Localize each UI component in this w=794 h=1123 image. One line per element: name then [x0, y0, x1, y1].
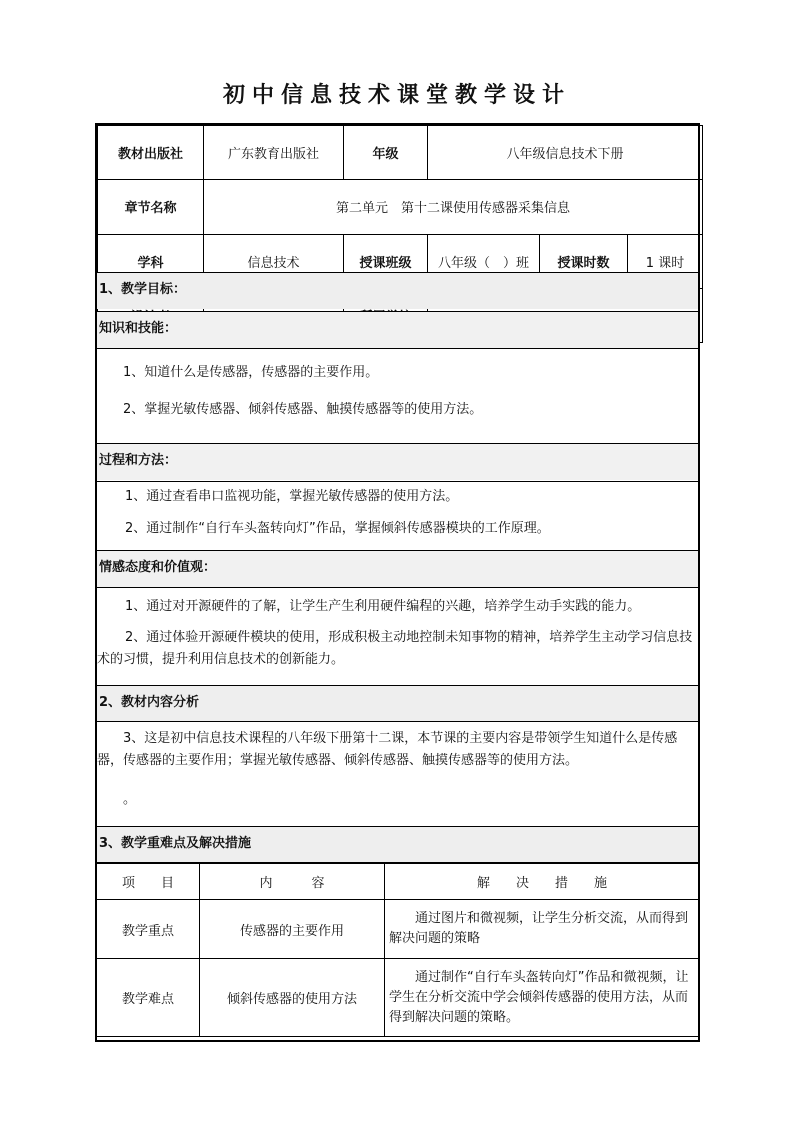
hours-value: 1 课时 [628, 234, 703, 288]
knowledge-item-1: 1、知道什么是传感器，传感器的主要作用。 [123, 365, 379, 380]
row-solution: 通过制作“自行车头盔转向灯”作品和微视频，让学生在分析交流中学会倾斜传感器的使用方法，从而得到解决问题的策略。 [385, 959, 700, 1037]
emotion-item-1: 1、通过对开源硬件的了解，让学生产生利用硬件编程的兴趣，培养学生动手实践的能力。 [125, 599, 641, 614]
publisher-label: 教材出版社 [98, 126, 204, 180]
difficulty-table [96, 863, 700, 1037]
grade-label: 年级 [344, 126, 428, 180]
row-content: 倾斜传感器的使用方法 [200, 959, 385, 1037]
page-title: 初中信息技术课堂教学设计 [222, 82, 571, 108]
process-item-1: 1、通过查看串口监视功能，掌握光敏传感器的使用方法。 [125, 489, 459, 504]
row-item: 教学重点 [97, 900, 200, 959]
process-item-2: 2、通过制作“自行车头盔转向灯”作品，掌握倾斜传感器模块的工作原理。 [125, 521, 550, 536]
table-row [97, 959, 700, 1037]
col-solution-header: 解 决 措 施 [385, 864, 700, 900]
publisher-value: 广东教育出版社 [204, 126, 344, 180]
process-heading: 过程和方法： [95, 443, 700, 480]
hours-label: 授课时数 [540, 234, 628, 288]
analysis-heading: 2、教材内容分析 [95, 685, 700, 722]
subject-value: 信息技术 [204, 234, 344, 288]
emotion-heading: 情感态度和价值观： [95, 550, 700, 587]
row-content: 传感器的主要作用 [200, 900, 385, 959]
analysis-paragraph: 3、这是初中信息技术课程的八年级下册第十二课，本节课的主要内容是带领学生知道什么是传感器，传感器的主要作用；掌握光敏传感器、倾斜传感器、触摸传感器等的使用方法。 [97, 731, 678, 768]
analysis-trailing: 。 [123, 792, 137, 807]
subject-label: 学科 [98, 234, 204, 288]
divider [95, 587, 700, 588]
divider [95, 721, 700, 722]
chapter-value: 第二单元 第十二课使用传感器采集信息 [204, 180, 703, 234]
row-item: 教学难点 [97, 959, 200, 1037]
knowledge-item-2: 2、掌握光敏传感器、倾斜传感器、触摸传感器等的使用方法。 [123, 402, 483, 417]
emotion-item-2: 2、通过体验开源硬件模块的使用，形成积极主动地控制未知事物的精神，培养学生主动学习信息技术的习惯，提升利用信息技术的创新能力。 [97, 630, 693, 667]
goals-heading: 1、教学目标： [95, 272, 700, 309]
chapter-label: 章节名称 [98, 180, 204, 234]
grade-value: 八年级信息技术下册 [428, 126, 703, 180]
row-solution: 通过图片和微视频，让学生分析交流，从而得到解决问题的策略 [385, 900, 700, 959]
divider [95, 348, 700, 349]
difficulty-heading: 3、教学重难点及解决措施 [95, 826, 700, 863]
col-content-header: 内 容 [200, 864, 385, 900]
class-value: 八年级（ ）班 [428, 234, 540, 288]
divider [95, 481, 700, 482]
col-item-header: 项 目 [97, 864, 200, 900]
table-row [97, 900, 700, 959]
knowledge-heading: 知识和技能： [95, 311, 700, 348]
class-label: 授课班级 [344, 234, 428, 288]
